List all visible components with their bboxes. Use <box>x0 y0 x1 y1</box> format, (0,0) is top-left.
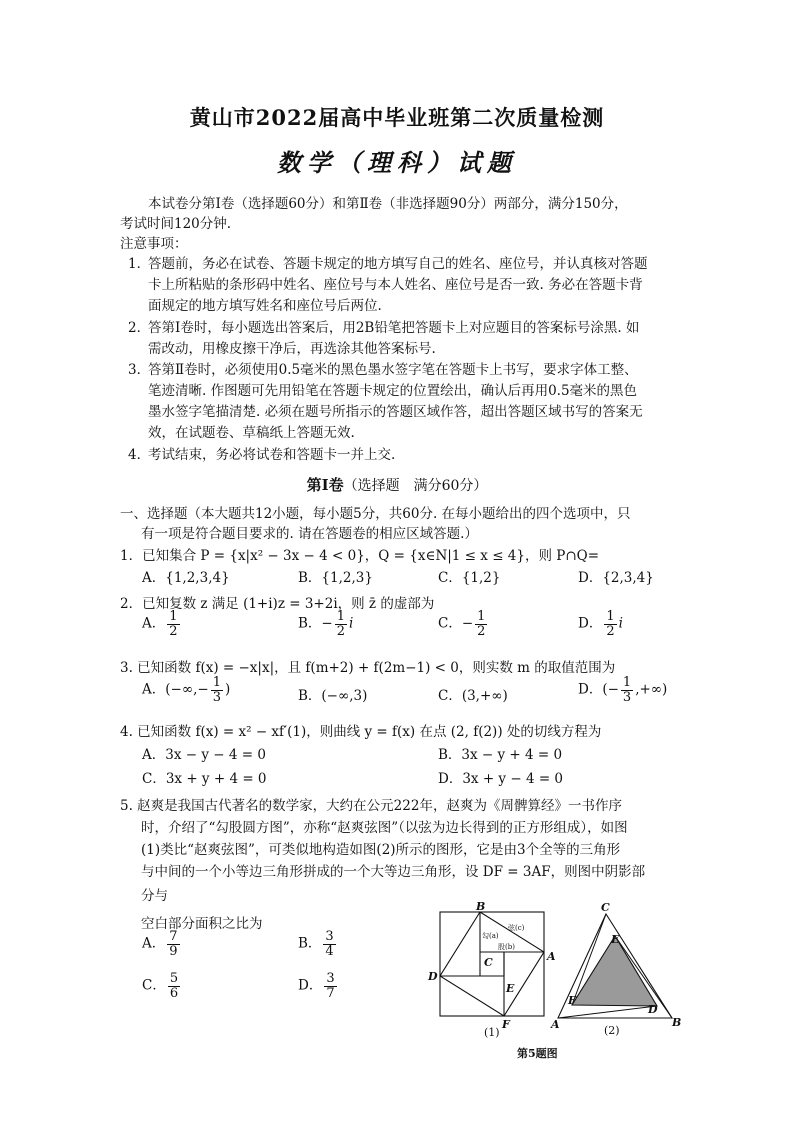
note-line: 卡上所粘贴的条形码中姓名、座位号与本人姓名、座位号是否一致. 务必在答题卡背 <box>148 277 643 293</box>
q1-option-c: C．{1,2} <box>438 570 501 586</box>
label-e: E <box>506 982 515 995</box>
fraction <box>323 930 335 958</box>
numerator: 1 <box>169 609 178 624</box>
section-title: 第Ⅰ卷 <box>306 476 344 494</box>
figure-1-caption: (1) <box>484 1026 500 1039</box>
q3-option-a <box>142 676 230 704</box>
intro-line-1: 本试卷分第Ⅰ卷（选择题60分）和第Ⅱ卷（非选择题90分）两部分，满分150分， <box>148 196 628 212</box>
fraction <box>604 610 616 638</box>
option-label: B．− <box>298 615 333 632</box>
note-line: 需改动，用橡皮擦干净后，再选涂其他答案标号. <box>148 341 436 357</box>
page-subtitle: 数学（理科）试题 <box>277 148 517 177</box>
q4-option-b: B．3x − y + 4 = 0 <box>438 747 563 763</box>
label-f: F <box>502 1018 510 1031</box>
label-d2: D <box>648 1003 658 1016</box>
notice-label: 注意事项： <box>120 236 188 252</box>
denominator: 2 <box>606 623 615 639</box>
denominator: 9 <box>169 943 178 959</box>
note-line: 面规定的地方填写姓名和座位号后两位. <box>148 298 382 314</box>
q1-option-a: A．{1,2,3,4} <box>142 570 230 586</box>
q4-option-d: D．3x + y − 4 = 0 <box>438 771 564 787</box>
numerator: 1 <box>606 609 615 624</box>
page-title: 黄山市2022届高中毕业班第二次质量检测 <box>189 105 605 130</box>
label-c2: C <box>601 901 610 914</box>
figure-caption: 第5题图 <box>517 1047 558 1060</box>
question-5-line: 分与 <box>141 888 168 904</box>
label-a2: A <box>551 1018 560 1031</box>
question-2-stem: 2．已知复数 z 满足 (1+i)z = 3+2i，则 z̄ 的虚部为 <box>120 596 435 612</box>
q1-option-b: B．{1,2,3} <box>298 570 373 586</box>
denominator: 4 <box>325 943 334 959</box>
option-label: A． <box>142 935 166 952</box>
note-line: 答第Ⅰ卷时，每小题选出答案后，用2B铅笔把答题卡上对应题目的答案标号涂黑. 如 <box>148 320 640 336</box>
denominator: 3 <box>622 689 632 705</box>
label-xian: 弦(c) <box>508 924 525 932</box>
denominator: 2 <box>336 623 346 639</box>
label-c: C <box>484 956 493 969</box>
label-d: D <box>428 970 438 983</box>
q3-option-b: B．(−∞,3) <box>298 688 368 704</box>
part-heading-line-1: 一、选择题（本大题共12小题，每小题5分，共60分. 在每小题给出的四个选项中，只 <box>120 506 631 522</box>
denominator: 2 <box>477 623 486 639</box>
numerator: 1 <box>212 675 221 690</box>
note-number: 4． <box>128 447 151 463</box>
q5-option-d <box>298 972 339 1000</box>
note-number: 3． <box>128 362 151 378</box>
numerator: 3 <box>326 971 335 986</box>
label-gu: 股(b) <box>498 943 515 951</box>
q3-option-c: C．(3,+∞) <box>438 688 508 704</box>
fraction <box>621 676 633 704</box>
numerator: 1 <box>477 609 486 624</box>
q5-option-c <box>142 972 182 1000</box>
label-f2: F <box>568 994 576 1007</box>
option-suffix: ,+∞) <box>635 681 668 698</box>
denominator: 3 <box>212 689 221 705</box>
q4-option-c: C．3x + y + 4 = 0 <box>142 771 267 787</box>
q2-option-a <box>142 610 182 638</box>
note-line: 墨水签字笔描清楚. 必须在题号所指示的答题区域作答，超出答题区域书写的答案无 <box>148 404 643 420</box>
fraction <box>211 676 223 704</box>
section-heading <box>0 474 794 495</box>
option-label: D． <box>298 977 323 994</box>
figure-2-caption: (2) <box>604 1024 620 1037</box>
question-3-stem: 3. 已知函数 f(x) = −x|x|，且 f(m+2) + f(2m−1) < 0，则实数 m 的取值范围为 <box>120 660 616 676</box>
question-1-stem: 1．已知集合 P = {x|x² − 3x − 4 < 0}，Q = {x∈N|1 ≤ x ≤ 4}，则 P∩Q= <box>120 548 600 564</box>
part-heading-line-2: 有一项是符合题目要求的. 请在答题卷的相应区域答题.） <box>141 526 478 542</box>
denominator: 2 <box>169 623 178 639</box>
q1-option-d: D．{2,3,4} <box>578 570 654 586</box>
option-prefix: A．(−∞,− <box>142 681 209 698</box>
denominator: 6 <box>169 985 179 1001</box>
numerator: 1 <box>622 675 632 690</box>
question-5-line: 时，介绍了“勾股圆方图”，亦称“赵爽弦图”（以弦为边长得到的正方形组成），如图 <box>141 820 628 836</box>
q2-option-b <box>298 610 353 638</box>
fraction <box>475 610 487 638</box>
question-5-line: 5. 赵爽是我国古代著名的数学家，大约在公元222年，赵爽为《周髀算经》一书作序 <box>120 798 622 814</box>
q5-option-b <box>298 930 338 958</box>
note-number: 2． <box>128 320 151 336</box>
imaginary-unit: i <box>349 615 354 632</box>
option-label: B． <box>298 935 322 952</box>
fraction <box>168 972 180 1000</box>
numerator: 5 <box>169 971 179 986</box>
q5-option-a <box>142 930 182 958</box>
segment-ad <box>558 1006 657 1018</box>
label-e2: E <box>611 933 620 946</box>
question-5-line: 空白部分面积之比为 <box>141 916 263 932</box>
note-line: 考试结束，务必将试卷和答题卡一并上交. <box>148 447 396 463</box>
q3-option-d <box>578 676 667 704</box>
label-b2: B <box>672 1016 682 1029</box>
fraction <box>335 610 347 638</box>
note-line: 笔迹清晰. 作图题可先用铅笔在答题卡规定的位置绘出，确认后再用0.5毫米的黑色 <box>148 383 638 399</box>
note-line: 答第Ⅱ卷时，必须使用0.5毫米的黑色墨水签字笔在答题卡上书写，要求字体工整、 <box>148 362 638 378</box>
question-5-line: 与中间的一个小等边三角形拼成的一个大等边三角形，设 DF = 3AF，则图中阴影部 <box>141 864 646 880</box>
note-line: 答题前，务必在试卷、答题卡规定的地方填写自己的姓名、座位号，并认真核对答题 <box>148 256 648 272</box>
option-label: C． <box>142 977 166 994</box>
note-line: 效，在试题卷、草稿纸上答题无效. <box>148 425 355 441</box>
denominator: 7 <box>326 985 335 1001</box>
option-prefix: D．(− <box>578 681 619 698</box>
question-5-figure <box>420 900 700 1070</box>
option-label: C．− <box>438 615 474 632</box>
question-4-stem: 4. 已知函数 f(x) = x² − xf′(1)，则曲线 y = f(x) 在点 (2, f(2)) 处的切线方程为 <box>120 724 602 740</box>
intro-line-2: 考试时间120分钟. <box>120 216 232 232</box>
fraction <box>167 610 179 638</box>
fraction <box>324 972 336 1000</box>
numerator: 3 <box>325 929 334 944</box>
q4-option-a: A．3x − y − 4 = 0 <box>142 747 266 763</box>
label-b: B <box>476 900 486 913</box>
question-5-line: (1)类比“赵爽弦图”，可类似地构造如图(2)所示的图形，它是由3个全等的三角形 <box>141 842 621 858</box>
label-a: A <box>547 950 556 963</box>
numerator: 7 <box>169 929 178 944</box>
option-label: D． <box>578 615 603 632</box>
imaginary-unit: i <box>618 615 623 632</box>
section-note: （选择题 满分60分） <box>343 478 488 494</box>
note-number: 1． <box>128 256 151 272</box>
option-label: A． <box>142 615 166 632</box>
q2-option-d <box>578 610 623 638</box>
option-suffix: ) <box>224 681 231 698</box>
label-gou: 勾(a) <box>482 932 499 940</box>
numerator: 1 <box>336 609 346 624</box>
q2-option-c <box>438 610 489 638</box>
fraction <box>167 930 179 958</box>
